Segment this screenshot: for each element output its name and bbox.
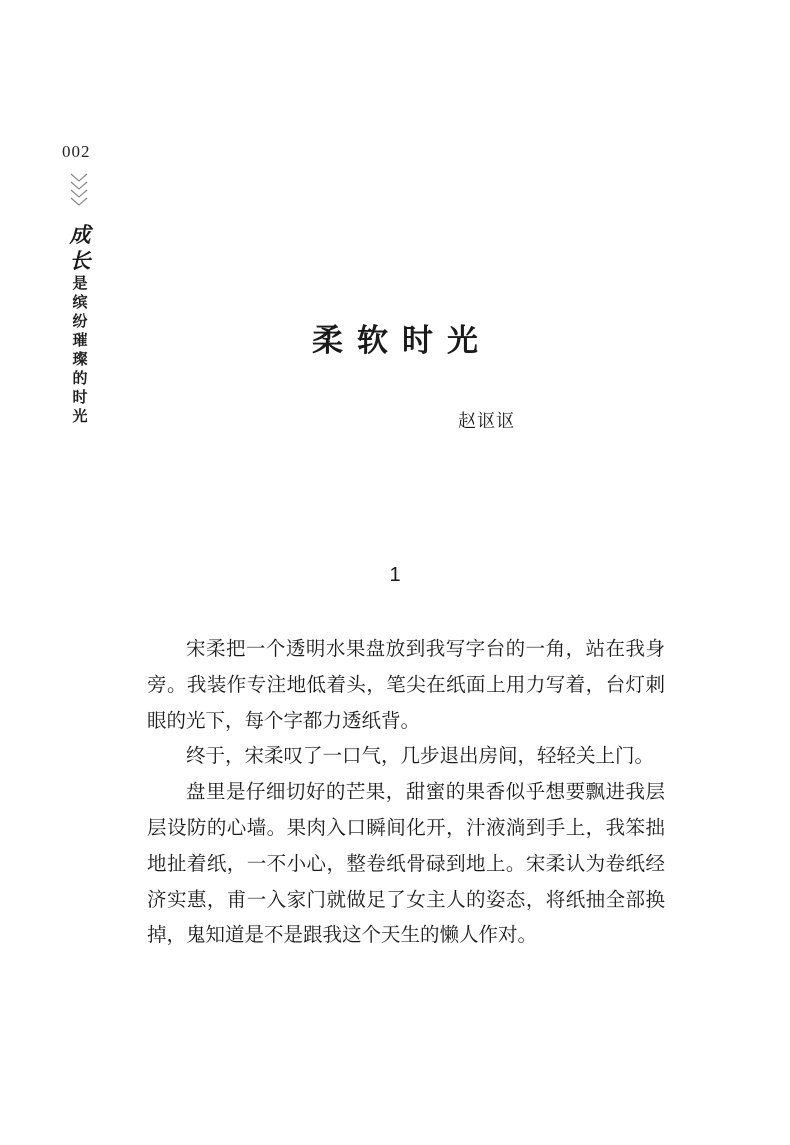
vertical-title-char: 时 (72, 388, 88, 406)
vertical-title-char: 缤 (72, 293, 88, 311)
vertical-title-char: 是 (72, 274, 88, 292)
vertical-title-char: 璨 (72, 350, 88, 368)
paragraph: 盘里是仔细切好的芒果，甜蜜的果香似乎想要飘进我层层设防的心墙。果肉入口瞬间化开，汁液淌到手上，我笨拙地扯着纸，一不小心，整卷纸骨碌到地上。宋柔认为卷纸经济实惠，甫一入家门就做足了女主人的姿态，将纸抽全部换掉，鬼知道是不是跟我这个天生的懒人作对。 (147, 780, 665, 947)
paragraph: 终于，宋柔叹了一口气，几步退出房间，轻轻关上门。 (186, 744, 655, 768)
article-body (147, 631, 665, 953)
section-number: 1 (389, 564, 401, 586)
article-title: 柔软时光 (312, 323, 492, 359)
vertical-title-char: 的 (72, 369, 88, 387)
paragraph: 宋柔把一个透明水果盘放到我写字台的一角，站在我身旁。我装作专注地低着头，笔尖在纸面上用力写着，台灯刺眼的光下，每个字都力透纸背。 (147, 637, 665, 732)
page-number: 002 (62, 142, 91, 161)
vertical-title-char: 成 (69, 222, 91, 247)
author-name: 赵讴讴 (458, 411, 515, 432)
vertical-title-char: 璀 (72, 331, 88, 349)
vertical-title-char: 长 (69, 248, 91, 273)
vertical-title-char: 光 (72, 407, 88, 425)
vertical-title-char: 纷 (72, 312, 88, 330)
chevron-down-icon (69, 172, 89, 208)
